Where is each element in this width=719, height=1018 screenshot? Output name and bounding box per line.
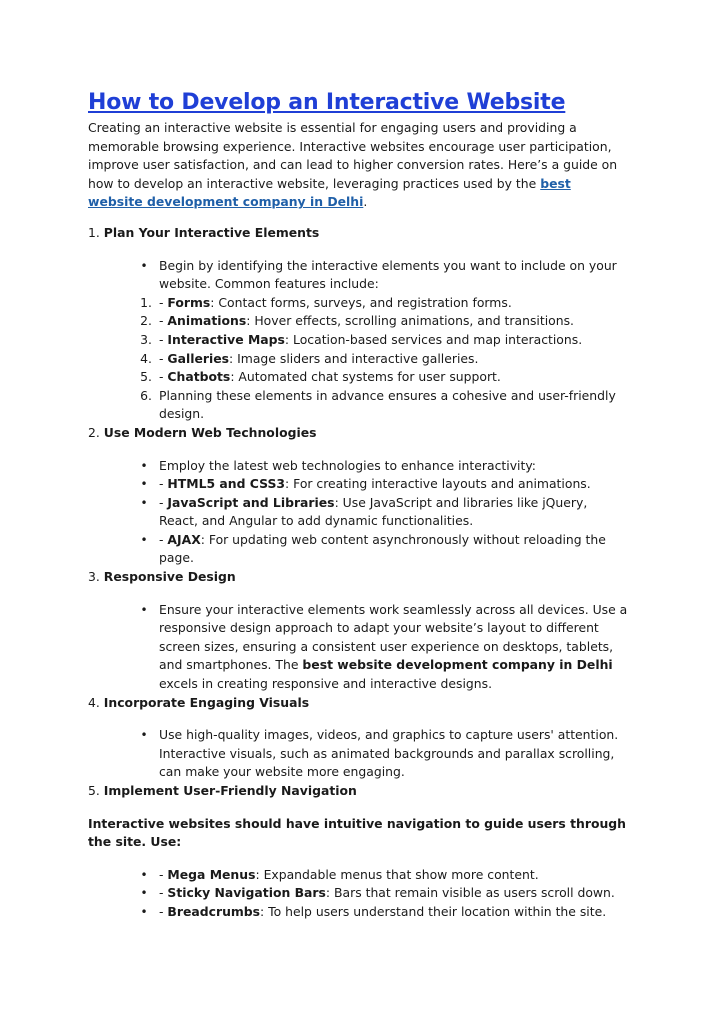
intro-paragraph xyxy=(88,119,628,212)
list-item-text: Use high-quality images, videos, and graphics to capture users' attention. Interactive visuals, such as animated backgrounds and parallax scrolling, can make your website more engaging. xyxy=(159,727,619,780)
list-item xyxy=(88,494,628,531)
section-2-list xyxy=(88,457,628,569)
lead-text: Interactive websites should have intuitive navigation to guide users through the site. Use: xyxy=(88,815,626,850)
list-prefix: - xyxy=(159,866,168,882)
list-item-term: Interactive Maps xyxy=(167,331,285,347)
list-item-text: : Automated chat systems for user support. xyxy=(230,369,501,385)
company-link[interactable]: best website development company in Delhi xyxy=(88,175,571,210)
section-5-lead xyxy=(88,815,628,852)
section-1-heading xyxy=(88,224,628,243)
list-item-text: Planning these elements in advance ensures a cohesive and user-friendly design. xyxy=(159,387,616,422)
list-item xyxy=(88,294,628,313)
list-item xyxy=(88,866,628,885)
list-number: 4. xyxy=(140,350,152,366)
list-item-text: Employ the latest web technologies to enhance interactivity: xyxy=(159,457,536,473)
section-4-heading xyxy=(88,694,628,713)
section-number: 4. xyxy=(88,694,100,710)
list-item-text: : Expandable menus that show more content. xyxy=(255,866,539,882)
list-item xyxy=(88,368,628,387)
list-item-term: Sticky Navigation Bars xyxy=(167,885,326,901)
section-5-list xyxy=(88,866,628,922)
list-item xyxy=(88,884,628,903)
list-item-text: : Location-based services and map interactions. xyxy=(284,331,583,347)
list-number: 5. xyxy=(140,369,152,385)
section-1-list xyxy=(88,257,628,424)
list-item-text: Begin by identifying the interactive elements you want to include on your website. Common features include: xyxy=(159,257,617,292)
section-number: 3. xyxy=(88,569,100,585)
section-3-list xyxy=(88,601,628,694)
list-item-term: best website development company in Delhi xyxy=(302,657,613,673)
list-item-term: Forms xyxy=(167,294,211,310)
bullet-icon: • xyxy=(140,602,148,617)
section-4-list xyxy=(88,726,628,782)
section-2-heading xyxy=(88,424,628,443)
section-title: Incorporate Engaging Visuals xyxy=(103,694,310,710)
section-number: 2. xyxy=(88,424,100,440)
list-item xyxy=(88,350,628,369)
list-item-text: : Contact forms, surveys, and registration forms. xyxy=(210,294,512,310)
list-item-text: : Bars that remain visible as users scroll down. xyxy=(325,885,615,901)
list-item-text: : To help users understand their location within the site. xyxy=(260,903,607,919)
bullet-icon: • xyxy=(140,495,148,510)
intro-text: Creating an interactive website is essential for engaging users and providing a memorable browsing experience. Interactive websites encourage user participation, improve user satisfaction, and can lead to higher conversion rates. Here’s a guide on how to develop an interactive website, leveraging practices used by the xyxy=(88,120,618,191)
list-item-term: Mega Menus xyxy=(167,866,256,882)
list-item xyxy=(88,457,628,476)
list-number: 3. xyxy=(140,331,152,347)
list-item-term: Breadcrumbs xyxy=(167,903,261,919)
bullet-icon: • xyxy=(140,477,148,492)
section-title: Use Modern Web Technologies xyxy=(103,424,317,440)
list-item xyxy=(88,903,628,922)
section-number: 1. xyxy=(88,224,100,240)
list-item xyxy=(88,726,628,782)
bullet-icon: • xyxy=(140,867,148,882)
list-number: 6. xyxy=(140,387,152,403)
list-item xyxy=(88,257,628,294)
list-item-text-end: excels in creating responsive and interactive designs. xyxy=(159,676,493,692)
list-item-text: : For creating interactive layouts and animations. xyxy=(285,476,591,492)
bullet-icon: • xyxy=(140,886,148,901)
list-prefix: - xyxy=(159,885,168,901)
section-title: Responsive Design xyxy=(103,569,236,585)
bullet-icon: • xyxy=(140,904,148,919)
bullet-icon: • xyxy=(140,728,148,743)
list-number: 1. xyxy=(140,294,152,310)
list-item xyxy=(88,312,628,331)
section-number: 5. xyxy=(88,783,100,798)
list-prefix: - xyxy=(159,476,168,492)
list-prefix: - xyxy=(159,531,168,547)
list-prefix: - xyxy=(159,369,168,385)
list-item-text: : Use JavaScript and libraries like jQuery, React, and Angular to add dynamic functionalities. xyxy=(159,494,588,529)
list-item xyxy=(88,601,628,694)
list-prefix: - xyxy=(159,903,168,919)
list-prefix: - xyxy=(159,313,168,329)
list-item-text: : Hover effects, scrolling animations, and transitions. xyxy=(246,313,574,329)
list-item xyxy=(88,531,628,568)
section-title: Plan Your Interactive Elements xyxy=(103,224,320,240)
page-title: How to Develop an Interactive Website xyxy=(88,90,566,115)
list-item-term: Galleries xyxy=(167,350,229,366)
bullet-icon: • xyxy=(140,258,148,273)
list-item-term: Chatbots xyxy=(167,369,231,385)
section-title: Implement User-Friendly Navigation xyxy=(103,783,357,798)
intro-end: . xyxy=(363,194,368,210)
list-prefix: - xyxy=(159,294,168,310)
list-item-term: Animations xyxy=(167,313,247,329)
bullet-icon: • xyxy=(140,458,148,473)
document-page xyxy=(88,88,628,922)
list-item-text: : Image sliders and interactive galleries. xyxy=(229,350,479,366)
list-item-term: JavaScript and Libraries xyxy=(167,494,335,510)
list-prefix: - xyxy=(159,350,168,366)
list-item-term: AJAX xyxy=(167,531,201,547)
list-item xyxy=(88,475,628,494)
list-prefix: - xyxy=(159,331,168,347)
list-item xyxy=(88,331,628,350)
bullet-icon: • xyxy=(140,532,148,547)
list-item-term: HTML5 and CSS3 xyxy=(167,476,286,492)
list-item-text: Ensure your interactive elements work seamlessly across all devices. Use a responsive design approach to adapt your website’s layout to different screen sizes, ensuring a consistent user experience on desktops, tablets, and smartphones. The xyxy=(159,601,628,673)
section-5-heading xyxy=(88,782,628,801)
list-number: 2. xyxy=(140,313,152,329)
section-3-heading xyxy=(88,568,628,587)
list-item xyxy=(88,387,628,424)
list-item-text: : For updating web content asynchronously without reloading the page. xyxy=(159,531,606,566)
list-prefix: - xyxy=(159,494,168,510)
